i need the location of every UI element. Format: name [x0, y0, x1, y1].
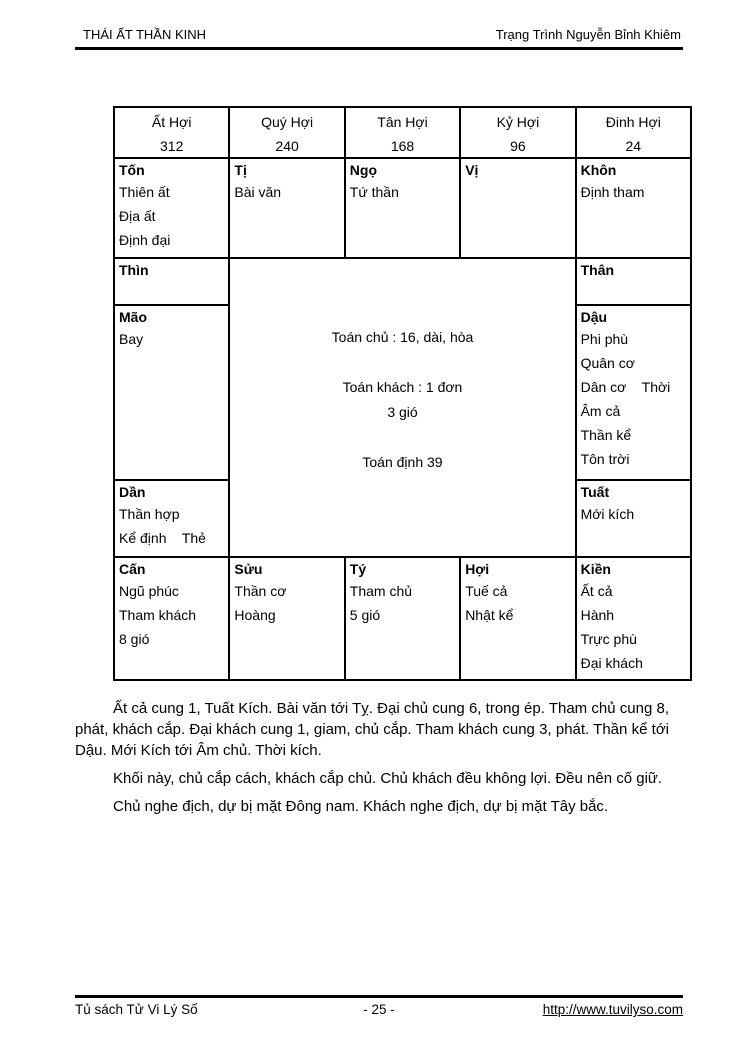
thai-at-chart-table — [113, 106, 692, 681]
palace-cell-khon — [577, 159, 692, 259]
blank-line — [230, 350, 574, 375]
palace-cell-hoi — [461, 558, 576, 681]
page-number: - 25 - — [363, 1002, 395, 1017]
palace-item: Định tham — [580, 184, 645, 200]
center-calculation-cell — [230, 259, 576, 558]
palace-item: Địa ất — [119, 208, 156, 224]
palace-item: Bài văn — [234, 184, 282, 200]
palace-item: Thiên ất — [119, 184, 170, 200]
year-value: 24 — [625, 138, 642, 154]
year-name: Ất Hợi — [151, 114, 192, 130]
year-value: 168 — [390, 138, 415, 154]
palace-item: Nhật kể — [465, 607, 514, 623]
header-title: THÁI ẤT THẦN KINH — [83, 27, 207, 42]
palace-item: Bay — [119, 331, 144, 347]
palace-item: Ất cả — [580, 583, 613, 599]
footer-website-link[interactable]: http://www.tuvilyso.com — [542, 1002, 683, 1017]
year-name: Quý Hợi — [261, 114, 314, 130]
palace-label: Dậu — [580, 309, 608, 325]
palace-cell-ty — [346, 558, 461, 681]
palace-cell-than — [577, 259, 692, 306]
page-header — [75, 27, 683, 50]
palace-label: Kiền — [580, 561, 611, 577]
palace-cell-vi — [461, 159, 576, 259]
year-cell-quy-hoi — [230, 108, 345, 159]
year-name: Kỷ Hợi — [496, 114, 540, 130]
palace-label: Hợi — [465, 561, 490, 577]
palace-item: Phi phù — [580, 331, 629, 347]
palace-label: Tị — [234, 162, 247, 178]
palace-label: Tý — [349, 561, 367, 577]
paragraph-1: Ất cả cung 1, Tuất Kích. Bài văn tới Tỵ. Đại chủ cung 6, trong ép. Tham chủ cung 8, phát, khách cắp. Đại khách cung 1, giam, chủ cắp. Tham khách cung 3, phát. Thần kể tới Dậu. Mới Kích tới Âm chủ. Thời kích. — [75, 700, 669, 759]
palace-label: Ngọ — [349, 162, 378, 178]
palace-label: Tốn — [119, 162, 145, 178]
palace-item: Tham chủ — [349, 583, 413, 599]
palace-label: Tuất — [580, 484, 610, 500]
year-cell-ky-hoi — [461, 108, 576, 159]
year-value: 96 — [510, 138, 526, 154]
palace-cell-ton — [115, 159, 230, 259]
palace-item: Hoàng — [234, 607, 276, 623]
palace-label: Sửu — [234, 561, 263, 577]
palace-item: Hành — [580, 607, 615, 623]
palace-cell-mao — [115, 306, 230, 481]
palace-item: Tuế cả — [465, 583, 508, 599]
palace-label: Mão — [119, 309, 147, 325]
palace-item: Dân cơ Thời — [580, 379, 671, 395]
palace-cell-thin — [115, 259, 230, 306]
palace-item: Tứ thần — [349, 184, 399, 200]
toan-chu-line: Toán chủ : 16, dài, hòa — [331, 329, 474, 345]
palace-item: Định đại — [119, 232, 171, 248]
palace-item: Mới kích — [580, 506, 635, 522]
palace-item: 8 gió — [119, 631, 150, 647]
palace-label: Khôn — [580, 162, 617, 178]
palace-cell-dau — [577, 306, 692, 481]
year-cell-tan-hoi — [346, 108, 461, 159]
palace-item: Trực phù — [580, 631, 637, 647]
year-cell-dinh-hoi — [577, 108, 692, 159]
toan-dinh-line: Toán định 39 — [362, 454, 443, 470]
palace-item: Đại khách — [580, 655, 643, 671]
gio-line: 3 gió — [387, 404, 418, 420]
toan-khach-line: Toán khách : 1 đơn — [342, 379, 463, 395]
interpretation-text — [75, 698, 669, 824]
palace-item: Âm cả — [580, 403, 621, 419]
palace-item: Quân cơ — [580, 355, 635, 371]
year-name: Tân Hợi — [377, 114, 428, 130]
palace-cell-ngo — [346, 159, 461, 259]
palace-item: 5 gió — [349, 607, 381, 623]
palace-item: Tham khách — [119, 607, 197, 623]
blank-line — [230, 425, 574, 450]
palace-item: Thần kể — [580, 427, 632, 443]
palace-label: Thìn — [119, 262, 149, 278]
palace-cell-suu — [230, 558, 345, 681]
year-cell-at-hoi — [115, 108, 230, 159]
palace-label: Thân — [580, 262, 615, 278]
paragraph-2: Khối này, chủ cắp cách, khách cắp chủ. Chủ khách đều không lợi. Đều nên cố giữ. — [113, 770, 663, 787]
page-footer — [75, 995, 683, 1017]
palace-cell-dan — [115, 481, 230, 558]
palace-item: Thần cơ — [234, 583, 287, 599]
palace-item: Tôn trời — [580, 451, 630, 467]
palace-label: Cấn — [119, 561, 146, 577]
year-value: 312 — [160, 138, 184, 154]
palace-item: Ngũ phúc — [119, 583, 179, 599]
palace-label: Dần — [119, 484, 146, 500]
palace-cell-ti — [230, 159, 345, 259]
palace-item: Kể định Thẻ — [119, 530, 206, 546]
paragraph-3: Chủ nghe địch, dự bị mặt Đông nam. Khách nghe địch, dự bị mặt Tây bắc. — [113, 798, 609, 815]
year-name: Đinh Hợi — [605, 114, 661, 130]
palace-cell-tuat — [577, 481, 692, 558]
footer-series-title: Tủ sách Tử Vi Lý Số — [75, 1002, 198, 1017]
palace-item: Thần hợp — [119, 506, 180, 522]
palace-cell-can — [115, 558, 230, 681]
palace-label: Vị — [465, 162, 479, 178]
year-value: 240 — [275, 138, 299, 154]
palace-cell-kien — [577, 558, 692, 681]
header-author: Trạng Trình Nguyễn Bỉnh Khiêm — [495, 27, 681, 42]
